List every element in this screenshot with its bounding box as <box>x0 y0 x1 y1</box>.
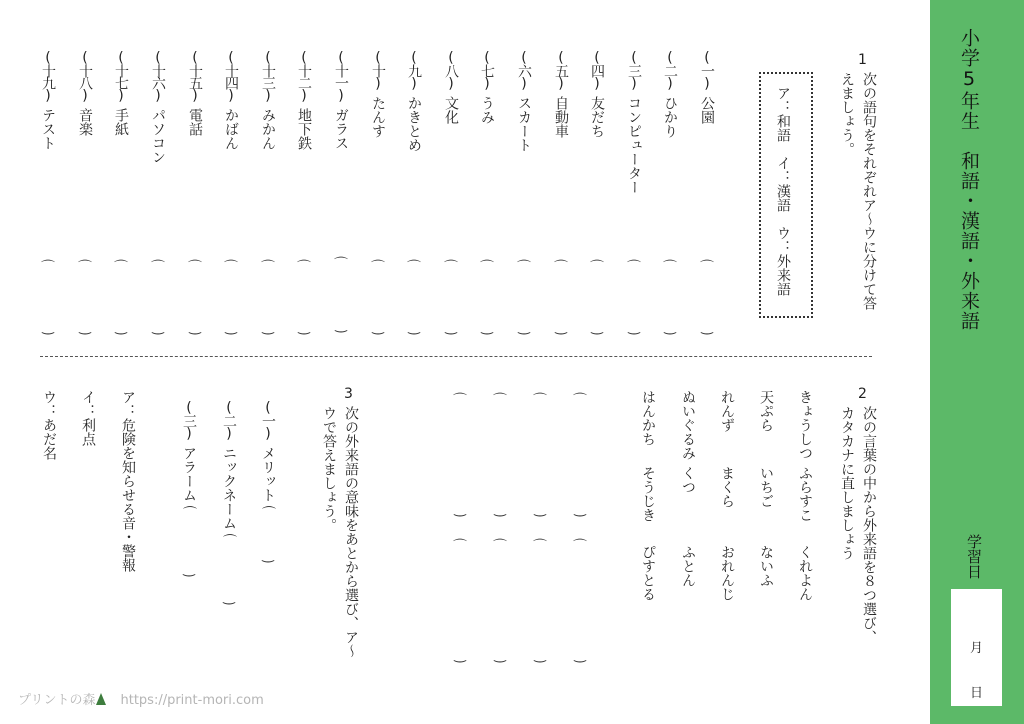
close-paren: ‿ <box>494 647 506 663</box>
close-paren: ‿ <box>494 501 506 517</box>
close-paren: ‿ <box>555 319 567 335</box>
item-number: (十七) <box>113 50 129 102</box>
section-divider <box>40 356 872 357</box>
item-word: テスト <box>40 108 56 150</box>
close-paren: ‿ <box>591 319 603 335</box>
section2-instruction-line1: 次の言葉の中から外来語を８つ選び、 <box>861 406 877 644</box>
open-paren: ⌒ <box>517 260 531 276</box>
candidate-word: きょうしつ <box>797 390 813 460</box>
open-paren: ⌒ <box>573 393 587 409</box>
item-word: みかん <box>260 108 276 150</box>
candidate-word: まくら <box>719 466 735 508</box>
candidate-word: ふらすこ <box>797 466 813 522</box>
item-word: メリット <box>260 446 276 502</box>
open-paren: ⌒ <box>444 260 458 276</box>
open-paren: ⌒ <box>533 393 547 409</box>
section3-number: 3 <box>344 386 353 402</box>
open-paren: ⌒ <box>554 260 568 276</box>
candidate-word: ふとん <box>680 545 696 587</box>
close-paren: ‿ <box>408 319 420 335</box>
close-paren: ‿ <box>335 317 347 333</box>
close-paren: ‿ <box>152 319 164 335</box>
item-word: 電話 <box>187 108 203 136</box>
section1-item <box>371 50 385 138</box>
study-date-label: 学習日 <box>965 534 983 579</box>
open-paren: ⌒ <box>663 260 677 276</box>
item-number: (十六) <box>150 50 166 102</box>
item-word: 音楽 <box>77 108 93 136</box>
candidate-word: ぴすとる <box>640 545 656 601</box>
item-word: ひかり <box>662 96 678 138</box>
item-word: かきとめ <box>406 96 422 152</box>
section1-item <box>663 50 677 138</box>
item-number: (六) <box>516 50 532 90</box>
section1-item <box>188 50 202 136</box>
open-paren: ⌒ <box>453 539 467 555</box>
item-number: (十八) <box>77 50 93 102</box>
candidate-word: くつ <box>680 466 696 494</box>
open-paren: ⌒ <box>700 260 714 276</box>
close-paren: ‿ <box>372 319 384 335</box>
open-paren: ⌒ <box>181 506 197 520</box>
section3-item <box>182 400 196 520</box>
open-paren: ⌒ <box>151 260 165 276</box>
section1-item <box>517 50 531 152</box>
open-paren: ⌒ <box>627 260 641 276</box>
section1-item <box>627 50 641 194</box>
close-paren: ‿ <box>481 319 493 335</box>
item-number: (十) <box>370 50 386 90</box>
open-paren: ⌒ <box>407 260 421 276</box>
item-number: (十一) <box>333 50 349 102</box>
item-word: 自動車 <box>553 96 569 138</box>
item-number: (十五) <box>187 50 203 102</box>
item-number: (九) <box>406 50 422 90</box>
open-paren: ⌒ <box>590 260 604 276</box>
item-word: かばん <box>223 108 239 150</box>
item-number: (八) <box>443 50 459 90</box>
open-paren: ⌒ <box>480 260 494 276</box>
close-paren: ‿ <box>262 319 274 335</box>
item-word: 手紙 <box>113 108 129 136</box>
close-paren: ‿ <box>574 647 586 663</box>
item-number: (三) <box>626 50 642 90</box>
section1-item <box>78 50 92 136</box>
footer-url[interactable]: https://print-mori.com <box>120 693 264 708</box>
close-paren: ‿ <box>454 647 466 663</box>
item-number: (三) <box>181 400 197 440</box>
worksheet-title: 小学5年生 和語・漢語・外来語 <box>958 28 980 331</box>
item-word: コンピューター <box>626 96 642 194</box>
item-word: 友だち <box>589 96 605 138</box>
item-word: 公園 <box>699 96 715 124</box>
close-paren: ‿ <box>298 319 310 335</box>
item-word: ガラス <box>333 108 349 150</box>
month-label: 月 <box>969 641 983 656</box>
item-number: (二) <box>221 400 237 440</box>
close-paren: ‿ <box>518 319 530 335</box>
section3-item <box>261 400 275 520</box>
item-number: (四) <box>589 50 605 90</box>
item-word: 文化 <box>443 96 459 124</box>
meaning-option: イ：利点 <box>80 390 96 446</box>
meaning-option: ア：危険を知らせる音・警報 <box>120 390 136 572</box>
close-paren: ‿ <box>534 501 546 517</box>
section1-number: 1 <box>858 52 867 68</box>
date-field[interactable] <box>951 589 1002 706</box>
open-paren: ⌒ <box>41 260 55 276</box>
open-paren: ⌒ <box>453 393 467 409</box>
item-word: パソコン <box>150 108 166 164</box>
section1-item <box>590 50 604 138</box>
section1-item <box>444 50 458 124</box>
section2-instruction-line2: カタカナに直しましょう <box>839 406 855 560</box>
item-number: (五) <box>553 50 569 90</box>
item-number: (七) <box>479 50 495 90</box>
item-word: アラーム <box>181 446 197 502</box>
close-paren: ‿ <box>445 319 457 335</box>
meaning-option: ウ：あだ名 <box>41 390 57 460</box>
open-paren: ⌒ <box>114 260 128 276</box>
section1-instruction <box>836 72 880 310</box>
open-paren: ⌒ <box>493 539 507 555</box>
candidate-word: 天ぷら <box>758 390 774 432</box>
section1-item <box>261 50 275 150</box>
choices-text: ア：和語 イ：漢語 ウ：外来語 <box>775 86 791 296</box>
item-number: (一) <box>699 50 715 90</box>
open-paren: ⌒ <box>188 260 202 276</box>
answer-blank-close[interactable]: ‿ <box>262 547 274 563</box>
close-paren: ‿ <box>189 319 201 335</box>
section1-item <box>407 50 421 152</box>
open-paren: ⌒ <box>573 539 587 555</box>
open-paren: ⌒ <box>224 260 238 276</box>
section1-item <box>114 50 128 136</box>
open-paren: ⌒ <box>261 260 275 276</box>
close-paren: ‿ <box>664 319 676 335</box>
close-paren: ‿ <box>701 319 713 335</box>
footer-brand: プリントの森 <box>18 693 96 708</box>
open-paren: ⌒ <box>493 393 507 409</box>
section1-item <box>224 50 238 150</box>
section1-item <box>700 50 714 124</box>
section3-instruction-line2: ウで答えましょう。 <box>321 406 337 532</box>
candidate-word: くれよん <box>797 545 813 601</box>
section1-instruction-line1: 次の語句をそれぞれア〜ウに分けて答 <box>861 72 877 310</box>
close-paren: ‿ <box>115 319 127 335</box>
candidate-word: れんず <box>719 390 735 432</box>
section1-item <box>151 50 165 164</box>
section3-instruction-line1: 次の外来語の意味をあとから選び、ア〜 <box>343 406 359 658</box>
close-paren: ‿ <box>225 319 237 335</box>
candidate-word: おれんじ <box>719 545 735 601</box>
close-paren: ‿ <box>42 319 54 335</box>
candidate-word: そうじき <box>640 466 656 522</box>
item-word: スカート <box>516 96 532 152</box>
section1-item <box>297 50 311 150</box>
candidate-word: いちご <box>758 466 774 508</box>
open-paren: ⌒ <box>297 260 311 276</box>
tree-icon <box>96 693 106 705</box>
close-paren: ‿ <box>574 501 586 517</box>
section1-item <box>334 50 348 150</box>
item-word: うみ <box>479 96 495 124</box>
item-number: (二) <box>662 50 678 90</box>
footer <box>18 689 264 708</box>
section3-instruction <box>318 406 362 658</box>
item-number: (十三) <box>260 50 276 102</box>
section2-instruction <box>836 406 880 644</box>
section2-number: 2 <box>858 386 867 402</box>
section1-item <box>480 50 494 124</box>
answer-blank-close[interactable]: ‿ <box>183 561 195 577</box>
open-paren: ⌒ <box>371 260 385 276</box>
item-number: (十九) <box>40 50 56 102</box>
close-paren: ‿ <box>454 501 466 517</box>
item-number: (一) <box>260 400 276 440</box>
item-word: たんす <box>370 96 386 138</box>
open-paren: ⌒ <box>334 257 348 273</box>
open-paren: ⌒ <box>260 506 276 520</box>
candidate-word: ぬいぐるみ <box>680 390 696 460</box>
day-label: 日 <box>969 686 983 701</box>
answer-blank-close[interactable]: ‿ <box>223 589 235 605</box>
open-paren: ⌒ <box>221 534 237 548</box>
open-paren: ⌒ <box>533 539 547 555</box>
section1-instruction-line2: えましょう。 <box>839 72 855 156</box>
close-paren: ‿ <box>79 319 91 335</box>
close-paren: ‿ <box>534 647 546 663</box>
candidate-word: ないふ <box>758 545 774 587</box>
item-word: 地下鉄 <box>296 108 312 150</box>
section3-item <box>222 400 236 548</box>
item-number: (十四) <box>223 50 239 102</box>
item-word: ニックネーム <box>221 446 237 530</box>
close-paren: ‿ <box>628 319 640 335</box>
section1-item <box>41 50 55 150</box>
section1-item <box>554 50 568 138</box>
candidate-word: はんかち <box>640 390 656 446</box>
item-number: (十二) <box>296 50 312 102</box>
open-paren: ⌒ <box>78 260 92 276</box>
